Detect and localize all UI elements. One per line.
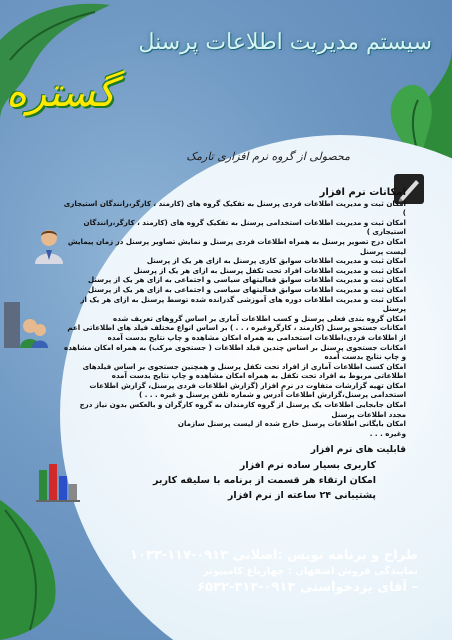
agency-label: نمایندگی فروش اصفهان : bbox=[287, 566, 418, 577]
feature-item: امکان درج تصویر پرسنل به همراه اطلاعات فردی پرسنل و نمایش تصاویر پرسنل در زمان پیمایش لیست پرسنل bbox=[67, 236, 406, 256]
feature-item: امکان گروه بندی فعلی پرسنل و کسب اطلاعات آماری بر اساس گروهای تعریف شده bbox=[113, 313, 406, 323]
user-icon bbox=[32, 226, 66, 266]
feature-item: امکان ثبت و مدیریت اطلاعات سوابق فعالیتهای سیاسی و اجتماعی به ازای هر یک از پرسنل bbox=[87, 275, 406, 285]
feature-item: امکانات جستجو پرسنل (کارمند ، کارگروغیره ، . . ) بر اساس انواع مختلف فیلد های اطلاعاتی اعم از اطلاعات فردی،اطلاعات استخدامی به همراه امکان مشاهده و چاپ نتایج بدست آمده bbox=[67, 323, 406, 342]
capability-item: کاربری بسیار ساده نرم افزار bbox=[239, 460, 376, 472]
feature-item: امکان ثبت و مدیریت اطلاعات استخدامی پرسنل به تفکیک گروه های (کارمند ، کارگر،رانندگان استیجاری ) bbox=[83, 217, 406, 237]
feature-item: امکان ثبت و مدیریت اطلاعات فردی پرسنل به تفکیک گروه های (کارمند ، کارگر،رانندگان استیجاری ) bbox=[63, 198, 406, 218]
feature-item: امکان ثبت و مدیریت اطلاعات سوابق کاری پرسنل به ازای هر یک از پرسنل bbox=[146, 256, 406, 266]
agency-name: چهارباغ کامپیوتر bbox=[203, 566, 285, 577]
feature-item: امکان تهیه گزارشات متفاوت در نرم افزار (گزارش اطلاعات فردی پرسنل، گزارش اطلاعات استخدامی پرسنل،گزارش اطلاعات آدرس و شماره تلفن پرسنل و غیره . . . ) bbox=[89, 380, 406, 400]
capability-item: امکان ارتقاء هر قسمت از برنامه با سلیقه کاربر bbox=[152, 475, 376, 487]
product-line: محصولی از گروه نرم افزاری تارمک bbox=[186, 150, 350, 163]
feature-item: امکان ثبت و مدیریت اطلاعات دوره های آموزشی گذرانده شده توسط پرسنل به ازای هر یک از پرسنل bbox=[80, 294, 406, 314]
agency-line bbox=[18, 564, 418, 580]
users-icon bbox=[2, 300, 48, 350]
feature-item: امکان کسب اطلاعات آماری از افراد تحت تکفل پرسنل و همچنین جستجوی بر اساس فیلدهای اطلاعاتی مربوط به افراد تحت تکفل به همراه امکان مشاهده و چاپ نتایج بدست آمده bbox=[82, 361, 406, 381]
feature-item: امکان جابجایی اطلاعات یک پرسنل از گروه کارمندان به گروه کارگران و بالعکس بدون نیاز درج مجدد اطلاعات پرسنل bbox=[79, 400, 406, 419]
feature-item: امکان ثبت و مدیریت اطلاعات سوابق فعالیتهای سیاسی و اجتماعی به ازای هر یک از پرسنل bbox=[87, 284, 406, 294]
features-section bbox=[62, 188, 406, 503]
page-title: سیستم مدیریت اطلاعات پرسنل bbox=[138, 30, 432, 55]
contact-section bbox=[18, 548, 418, 596]
feature-item: امکان ثبت و مدیریت اطلاعات افراد تحت تکفل پرسنل به ازای هر یک از پرسنل bbox=[133, 265, 406, 275]
capability-item: پشتیبانی ۲۴ ساعته از نرم افزار bbox=[227, 490, 376, 502]
capabilities-heading: قابلیت های نرم افزار bbox=[310, 445, 406, 456]
feature-item: امکان بایگانی اطلاعات پرسنل خارج شده از لیست پرسنل سازمان bbox=[177, 419, 406, 429]
feature-item: امکانات جستجوی پرسنل بر اساس چندین فیلد اطلاعات ( جستجوی مرکب) به همراه امکان مشاهده و چاپ نتایج بدست آمده bbox=[64, 342, 406, 362]
logo-text: گستره bbox=[6, 70, 116, 116]
features-heading: امکانات نرم افزار bbox=[319, 187, 406, 198]
rep-line: – آقای یزدخواستی ۰۹۱۳-۳۱۳-۶۵۳۲ bbox=[197, 580, 418, 595]
designer-line: طراح و برنامه نویس :اصلانی ۰۹۱۳-۱۱۷-۱۰۳۳ bbox=[129, 548, 418, 563]
feature-item: وغیره . . . bbox=[369, 428, 406, 438]
